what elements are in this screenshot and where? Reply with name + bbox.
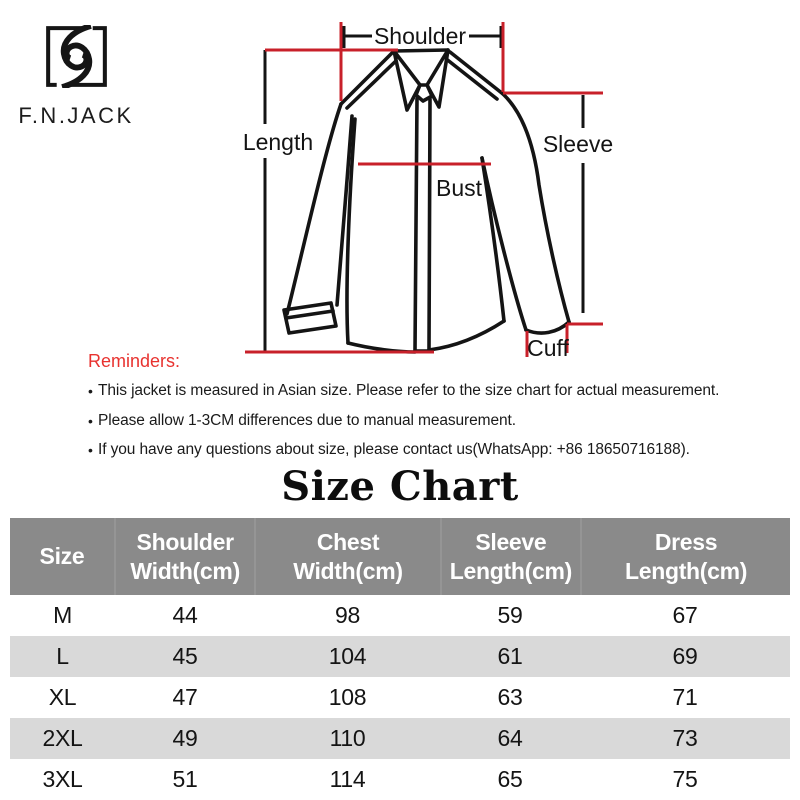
- size-cell: 3XL: [42, 766, 83, 792]
- table-cell: 108: [328, 684, 367, 710]
- table-cell: 61: [497, 643, 523, 669]
- column-header-size: Size: [39, 543, 85, 570]
- label-shoulder: Shoulder: [373, 23, 467, 49]
- table-row-l: [10, 636, 790, 677]
- column-header-shoulder-width: Shoulder Width(cm): [114, 518, 255, 595]
- table-cell: 104: [328, 643, 367, 669]
- size-table: [10, 518, 790, 800]
- reminders-title: Reminders:: [88, 351, 181, 371]
- size-cell: M: [53, 602, 72, 628]
- table-cell: 59: [497, 602, 523, 628]
- table-row-2xl: [10, 718, 790, 759]
- bullet-icon: •: [88, 383, 93, 399]
- bullet-icon: •: [88, 442, 93, 459]
- reminder-text: This jacket is measured in Asian size. Please refer to the size chart for actual measurement.: [98, 382, 720, 399]
- table-cell: 98: [335, 602, 360, 628]
- label-cuff: Cuff: [527, 335, 569, 361]
- table-cell: 49: [172, 725, 198, 751]
- table-cell: 65: [497, 766, 523, 792]
- table-cell: 45: [172, 643, 198, 669]
- reminder-item: [88, 441, 756, 460]
- reminder-text: If you have any questions about size, please contact us(WhatsApp: +86 18650716188).: [98, 441, 690, 459]
- table-cell: 71: [672, 684, 698, 710]
- table-cell: 114: [329, 766, 366, 792]
- column-header-dress-length: Dress Length(cm): [580, 518, 790, 595]
- table-cell: 69: [672, 643, 698, 669]
- table-cell: 47: [172, 684, 198, 710]
- size-chart-title: Size Chart: [281, 463, 519, 510]
- size-cell: XL: [48, 684, 77, 710]
- table-cell: 51: [172, 766, 198, 792]
- shirt-drawing: [284, 50, 569, 352]
- reminders-section: [88, 351, 756, 471]
- table-row-m: [10, 595, 790, 636]
- label-bust: Bust: [435, 175, 483, 201]
- reminder-text: Please allow 1-3CM differences due to manual measurement.: [98, 411, 516, 429]
- reminder-item: [88, 412, 756, 431]
- label-sleeve: Sleeve: [542, 131, 614, 157]
- table-cell: 110: [329, 725, 366, 751]
- table-cell: 44: [172, 602, 198, 628]
- column-header-sleeve-length: Sleeve Length(cm): [440, 518, 581, 595]
- label-length: Length: [242, 129, 314, 155]
- table-cell: 63: [497, 684, 523, 710]
- table-cell: 67: [672, 602, 698, 628]
- reminder-item: [88, 382, 756, 401]
- size-cell: L: [56, 643, 69, 669]
- table-row-xl: [10, 677, 790, 718]
- size-cell: 2XL: [42, 725, 83, 751]
- table-header-row: [10, 518, 790, 595]
- table-row-3xl: [10, 759, 790, 800]
- table-cell: 75: [672, 766, 698, 792]
- measure-lines-black: [265, 26, 583, 352]
- brand-name: F.N.JACK: [18, 103, 134, 128]
- table-cell: 64: [497, 725, 523, 751]
- bullet-icon: •: [88, 412, 93, 429]
- table-cell: 73: [672, 725, 698, 751]
- column-header-chest-width: Chest Width(cm): [254, 518, 439, 595]
